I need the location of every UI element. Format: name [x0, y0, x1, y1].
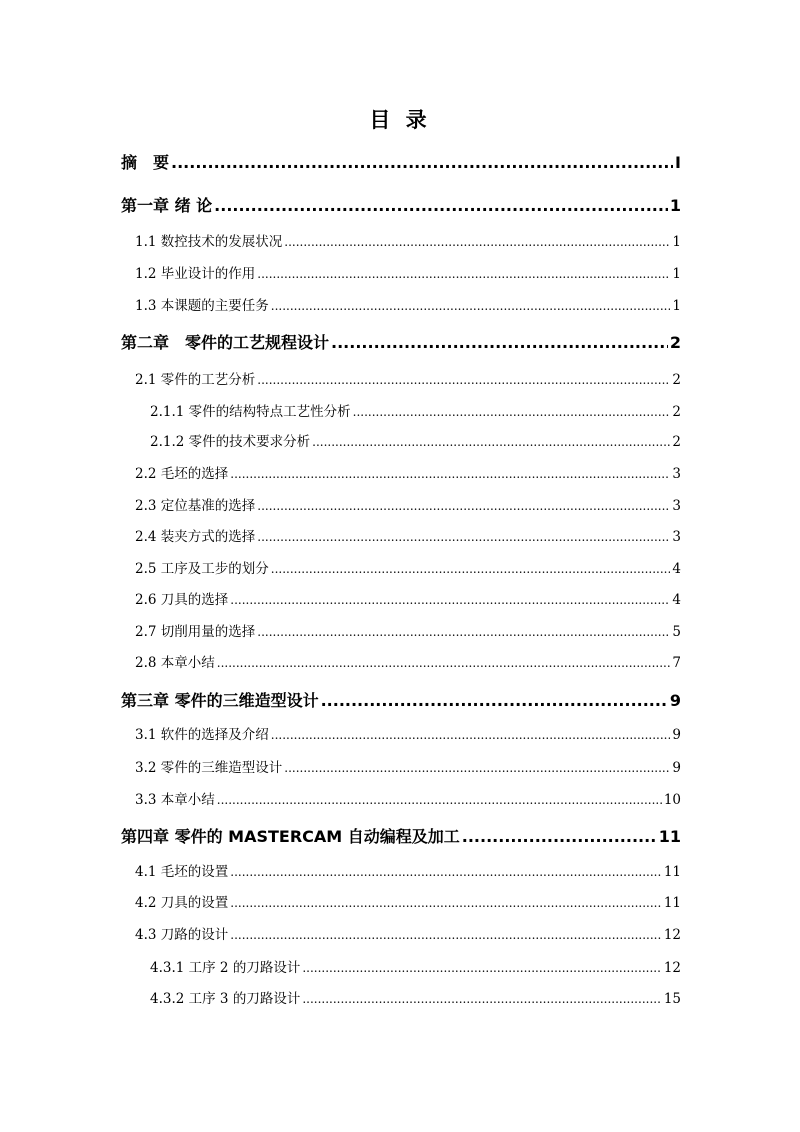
toc-entry-label: 4.2 刀具的设置	[135, 895, 229, 911]
dot-leader	[257, 530, 670, 544]
toc-page-number: 15	[663, 991, 681, 1007]
toc-title: 目 录	[369, 108, 431, 132]
toc-entry-label: 4.3.2 工序 3 的刀路设计	[150, 991, 301, 1007]
toc-entry-label: 第一章 绪 论	[121, 196, 213, 215]
toc-page-number: 12	[663, 960, 681, 976]
toc-entry-label: 第二章 零件的工艺规程设计	[121, 333, 330, 352]
toc-page-number: 2	[672, 372, 681, 388]
toc-section-entry[interactable]	[135, 756, 681, 776]
toc-page-number: 12	[663, 927, 681, 943]
dot-leader	[321, 691, 668, 710]
toc-entry-label: 2.2 毛坯的选择	[135, 466, 229, 482]
toc-chapter-entry[interactable]	[121, 688, 681, 711]
toc-chapter-entry[interactable]	[121, 330, 681, 353]
toc-page-number: 2	[672, 434, 681, 450]
toc-entry-label: 3.1 软件的选择及介绍	[135, 727, 269, 743]
dot-leader	[331, 333, 668, 352]
toc-subsection-entry[interactable]	[150, 430, 681, 450]
toc-section-entry[interactable]	[135, 368, 681, 388]
toc-entry-label: 3.2 零件的三维造型设计	[135, 760, 283, 776]
dot-leader	[230, 593, 670, 607]
dot-leader	[271, 562, 671, 576]
toc-page-number: 3	[672, 466, 681, 482]
toc-page-number: 1	[669, 196, 681, 215]
dot-leader	[230, 467, 670, 481]
toc-entry-label: 4.1 毛坯的设置	[135, 864, 229, 880]
toc-page-number: 10	[663, 792, 681, 808]
toc-subsection-entry[interactable]	[150, 400, 681, 420]
toc-entry-label: 2.7 切削用量的选择	[135, 624, 256, 640]
toc-entry-label: 1.2 毕业设计的作用	[135, 266, 256, 282]
dot-leader	[302, 992, 661, 1006]
toc-page-number: 11	[663, 895, 681, 911]
toc-entry-label: 2.4 装夹方式的选择	[135, 529, 256, 545]
toc-subsection-entry[interactable]	[150, 956, 681, 976]
toc-section-entry[interactable]	[135, 860, 681, 880]
toc-page-number: 11	[663, 864, 681, 880]
toc-section-entry[interactable]	[135, 494, 681, 514]
dot-leader	[214, 196, 668, 215]
toc-entry-label: 2.1.1 零件的结构特点工艺性分析	[150, 404, 351, 420]
dot-leader	[271, 728, 671, 742]
toc-page-number: 1	[672, 234, 681, 250]
toc-section-entry[interactable]	[135, 891, 681, 911]
dot-leader	[257, 267, 670, 281]
toc-chapter-entry[interactable]	[121, 150, 681, 173]
dot-leader	[353, 405, 671, 419]
dot-leader	[257, 373, 670, 387]
toc-page-number: 9	[672, 727, 681, 743]
dot-leader	[257, 499, 670, 513]
toc-page-number: 3	[672, 529, 681, 545]
toc-entry-label: 第四章 零件的 MASTERCAM 自动编程及加工	[121, 827, 460, 846]
toc-page-number: 9	[669, 691, 681, 710]
dot-leader	[462, 827, 657, 846]
toc-entry-label: 3.3 本章小结	[135, 792, 215, 808]
toc-section-entry[interactable]	[135, 557, 681, 577]
toc-page-number: 1	[672, 298, 681, 314]
toc-section-entry[interactable]	[135, 525, 681, 545]
dot-leader	[284, 761, 670, 775]
toc-page-number: I	[675, 153, 681, 172]
toc-page-number: 4	[672, 592, 681, 608]
toc-section-entry[interactable]	[135, 651, 681, 671]
dot-leader	[230, 928, 662, 942]
toc-page-number: 1	[672, 266, 681, 282]
toc-subsection-entry[interactable]	[150, 987, 681, 1007]
toc-section-entry[interactable]	[135, 262, 681, 282]
toc-chapter-entry[interactable]	[121, 193, 681, 216]
toc-page-number: 2	[669, 333, 681, 352]
dot-leader	[230, 865, 662, 879]
toc-section-entry[interactable]	[135, 620, 681, 640]
toc-page-number: 3	[672, 498, 681, 514]
dot-leader	[217, 793, 662, 807]
toc-entry-label: 1.3 本课题的主要任务	[135, 298, 269, 314]
toc-section-entry[interactable]	[135, 788, 681, 808]
dot-leader	[302, 961, 661, 975]
dot-leader	[217, 656, 671, 670]
dot-leader	[171, 153, 673, 172]
toc-page-number: 7	[672, 655, 681, 671]
toc-page-number: 4	[672, 561, 681, 577]
dot-leader	[271, 299, 671, 313]
toc-section-entry[interactable]	[135, 923, 681, 943]
dot-leader	[230, 896, 662, 910]
toc-entry-label: 2.3 定位基准的选择	[135, 498, 256, 514]
toc-entry-label: 2.8 本章小结	[135, 655, 215, 671]
dot-leader	[257, 625, 670, 639]
toc-page-number: 5	[672, 624, 681, 640]
toc-page-number: 9	[672, 760, 681, 776]
toc-entry-label: 4.3.1 工序 2 的刀路设计	[150, 960, 301, 976]
toc-entry-label: 2.1 零件的工艺分析	[135, 372, 256, 388]
toc-entry-label: 2.5 工序及工步的划分	[135, 561, 269, 577]
toc-section-entry[interactable]	[135, 462, 681, 482]
toc-entry-label: 1.1 数控技术的发展状况	[135, 234, 283, 250]
toc-chapter-entry[interactable]	[121, 824, 681, 847]
dot-leader	[312, 435, 670, 449]
toc-entry-label: 2.1.2 零件的技术要求分析	[150, 434, 311, 450]
toc-entry-label: 摘 要	[121, 153, 170, 172]
toc-section-entry[interactable]	[135, 230, 681, 250]
toc-section-entry[interactable]	[135, 723, 681, 743]
dot-leader	[284, 235, 670, 249]
toc-section-entry[interactable]	[135, 294, 681, 314]
toc-entry-label: 2.6 刀具的选择	[135, 592, 229, 608]
toc-page-number: 2	[672, 404, 681, 420]
toc-section-entry[interactable]	[135, 588, 681, 608]
toc-entry-label: 4.3 刀路的设计	[135, 927, 229, 943]
toc-entry-label: 第三章 零件的三维造型设计	[121, 691, 319, 710]
toc-page-number: 11	[658, 827, 681, 846]
